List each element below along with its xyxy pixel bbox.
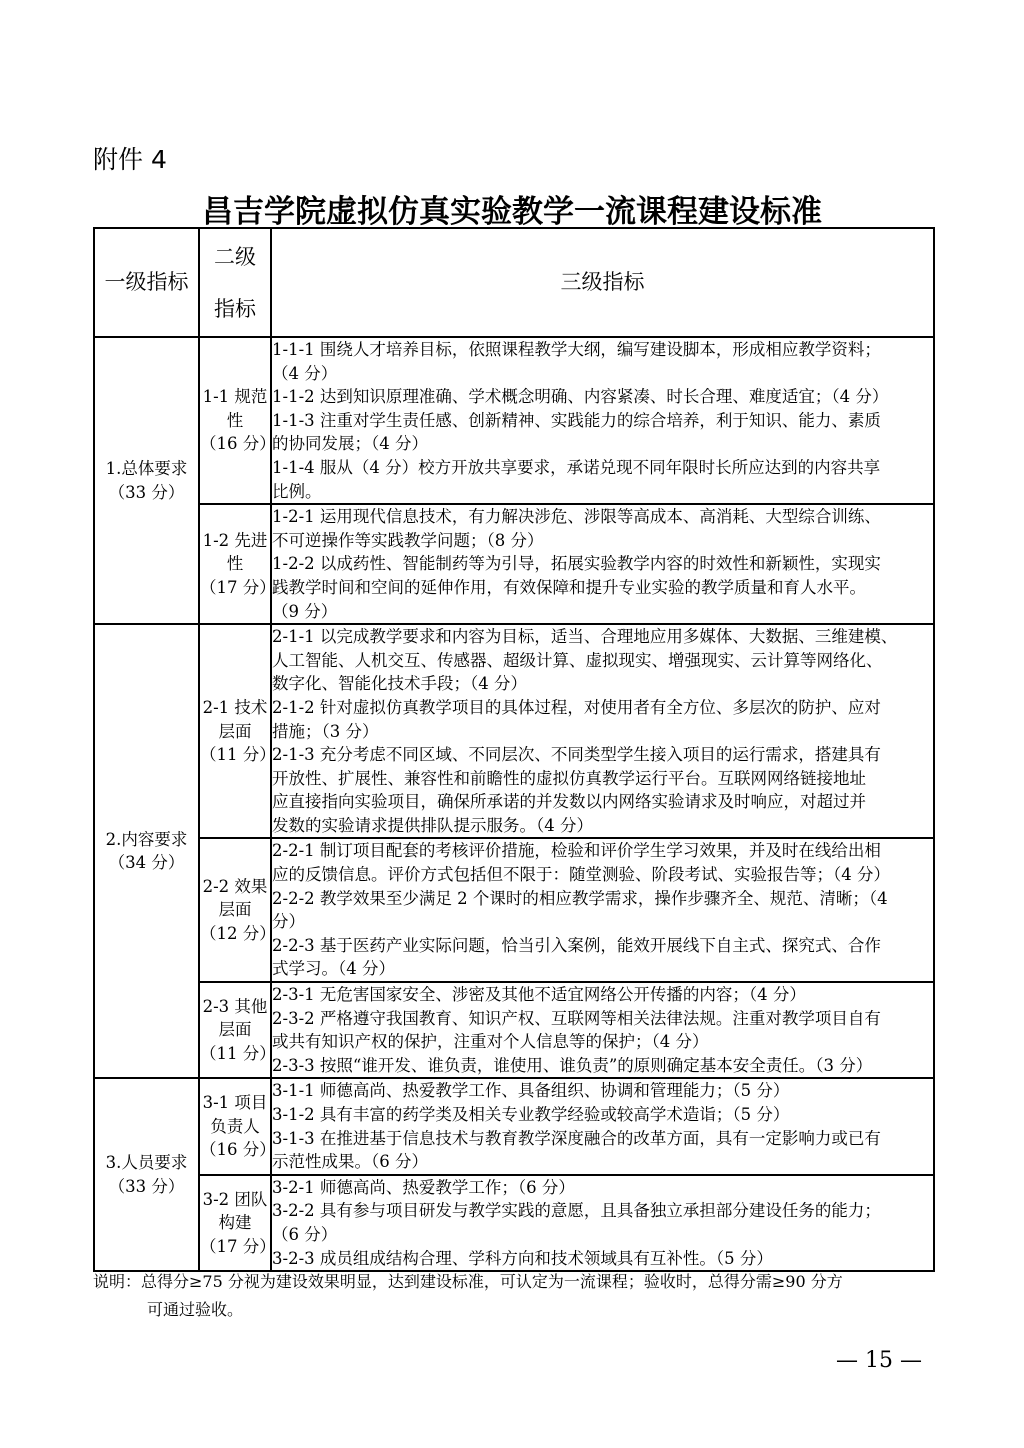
level3-line: 应的反馈信息。评价方式包括但不限于：随堂测验、阶段考试、实验报告等；（4 分） bbox=[272, 865, 890, 885]
level2-score: （11 分） bbox=[200, 745, 276, 765]
level2-name-line1: 3-2 团队 bbox=[202, 1189, 268, 1209]
level1-score: （33 分） bbox=[108, 1176, 185, 1196]
level3-line: 措施；（3 分） bbox=[272, 721, 379, 741]
level3-line: 2-3-1 无危害国家安全、涉密及其他不适宜网络公开传播的内容；（4 分） bbox=[272, 985, 806, 1005]
header-level2-line2: 指标 bbox=[214, 296, 256, 321]
level2-cell bbox=[199, 1175, 276, 1271]
level3-line: 2-2-3 基于医药产业实际问题，恰当引入案例，能效开展线下自主式、探究式、合作 bbox=[272, 935, 881, 955]
level1-name: 2.内容要求 bbox=[105, 829, 188, 849]
level3-line: 应直接指向实验项目，确保所承诺的并发数以内网络实验请求及时响应，对超过并 bbox=[272, 792, 866, 812]
level1-score: （33 分） bbox=[108, 482, 185, 502]
table-header-row bbox=[94, 228, 934, 337]
level3-line: 开放性、扩展性、兼容性和前瞻性的虚拟仿真教学运行平台。互联网网络链接地址 bbox=[272, 768, 866, 788]
table-row bbox=[94, 624, 934, 838]
header-level2 bbox=[199, 228, 271, 337]
level2-name-line2: 性 bbox=[226, 554, 244, 574]
level3-line: 或共有知识产权的保护，注重对个人信息等的保护；（4 分） bbox=[272, 1032, 709, 1052]
level2-score: （11 分） bbox=[200, 1044, 276, 1064]
level3-line: 的协同发展；（4 分） bbox=[272, 434, 428, 454]
level2-cell bbox=[199, 982, 276, 1078]
level3-line: 3-1-1 师德高尚、热爱教学工作、具备组织、协调和管理能力；（5 分） bbox=[272, 1081, 790, 1101]
level3-line: 发数的实验请求提供排队提示服务。（4 分） bbox=[272, 815, 593, 835]
level1-cell bbox=[94, 1078, 199, 1271]
level3-line: 人工智能、人机交互、传感器、超级计算、虚拟现实、增强现实、云计算等网络化、 bbox=[272, 650, 883, 670]
level3-line: 1-1-3 注重对学生责任感、创新精神、实践能力的综合培养，利于知识、能力、素质 bbox=[272, 410, 881, 430]
level2-score: （16 分） bbox=[200, 434, 276, 454]
table-row bbox=[94, 1078, 934, 1174]
level2-name-line1: 1-2 先进 bbox=[202, 530, 268, 550]
level3-cell bbox=[271, 838, 934, 982]
header-level3: 三级指标 bbox=[271, 228, 934, 337]
level2-name-line2: 性 bbox=[226, 410, 244, 430]
footnote-line1: 说明：总得分≥75 分视为建设效果明显，达到建设标准，可认定为一流课程；验收时，总得分需≥90 分方 bbox=[93, 1272, 843, 1291]
footnote-line2: 可通过验收。 bbox=[147, 1300, 244, 1319]
level2-score: （17 分） bbox=[200, 577, 276, 597]
level3-line: 分） bbox=[272, 912, 305, 932]
level3-line: 1-1-1 围绕人才培养目标，依照课程教学大纲，编写建设脚本，形成相应教学资料； bbox=[272, 340, 881, 359]
level3-line: 示范性成果。（6 分） bbox=[272, 1152, 428, 1172]
level2-name-line2: 层面 bbox=[218, 1020, 252, 1040]
level3-line: 2-1-3 充分考虑不同区域、不同层次、不同类型学生接入项目的运行需求，搭建具有 bbox=[272, 745, 881, 765]
level3-line: （4 分） bbox=[272, 363, 338, 383]
footnote bbox=[93, 1268, 938, 1324]
level1-cell bbox=[94, 624, 199, 1078]
level3-line: 2-1-2 针对虚拟仿真教学项目的具体过程，对使用者有全方位、多层次的防护、应对 bbox=[272, 697, 881, 717]
level2-cell bbox=[199, 1078, 276, 1174]
header-level2-line1: 二级 bbox=[214, 244, 256, 269]
level3-line: 不可逆操作等实践教学问题；（8 分） bbox=[272, 530, 544, 550]
level3-line: 1-2-1 运用现代信息技术，有力解决涉危、涉限等高成本、高消耗、大型综合训练、 bbox=[272, 507, 881, 527]
level3-line: 3-2-2 具有参与项目研发与教学实践的意愿，且具备独立承担部分建设任务的能力； bbox=[272, 1201, 881, 1221]
level3-cell bbox=[271, 624, 934, 838]
level3-line: 2-3-2 严格遵守我国教育、知识产权、互联网等相关法律法规。注重对教学项目自有 bbox=[272, 1008, 881, 1028]
level3-cell bbox=[271, 504, 934, 624]
level2-name-line2: 构建 bbox=[218, 1213, 252, 1233]
level2-cell bbox=[199, 838, 276, 982]
table-row bbox=[94, 1175, 934, 1271]
header-level1: 一级指标 bbox=[94, 228, 199, 337]
level3-line: 3-1-3 在推进基于信息技术与教育教学深度融合的改革方面，具有一定影响力或已有 bbox=[272, 1128, 881, 1148]
table-row bbox=[94, 504, 934, 624]
level3-line: 2-2-2 教学效果至少满足 2 个课时的相应教学需求，操作步骤齐全、规范、清晰；（4 bbox=[272, 888, 888, 908]
level3-cell bbox=[271, 1078, 934, 1174]
level3-line: 1-1-4 服从（4 分）校方开放共享要求，承诺兑现不同年限时长所应达到的内容共享 bbox=[272, 457, 881, 477]
level2-score: （16 分） bbox=[200, 1140, 276, 1160]
level3-line: 1-2-2 以成药性、智能制药等为引导，拓展实验教学内容的时效性和新颖性，实现实 bbox=[272, 554, 881, 574]
table-row bbox=[94, 337, 934, 504]
level3-cell bbox=[271, 982, 934, 1078]
level3-line: 1-1-2 达到知识原理准确、学术概念明确、内容紧凑、时长合理、难度适宜；（4 分） bbox=[272, 387, 889, 407]
level1-name: 1.总体要求 bbox=[105, 458, 188, 478]
level2-name-line1: 2-1 技术 bbox=[202, 697, 268, 717]
level2-name-line2: 层面 bbox=[218, 721, 252, 741]
level3-line: 3-1-2 具有丰富的药学类及相关专业教学经验或较高学术造诣；（5 分） bbox=[272, 1105, 790, 1124]
level3-line: 2-1-1 以完成教学要求和内容为目标，适当、合理地应用多媒体、大数据、三维建模、 bbox=[272, 627, 898, 647]
standards-table bbox=[93, 227, 935, 1272]
level3-line: 3-2-3 成员组成结构合理、学科方向和技术领域具有互补性。（5 分） bbox=[272, 1248, 773, 1268]
level2-name-line1: 3-1 项目 bbox=[202, 1093, 268, 1113]
level3-line: （6 分） bbox=[272, 1224, 338, 1244]
level1-name: 3.人员要求 bbox=[105, 1153, 188, 1173]
level2-cell bbox=[199, 337, 276, 504]
level2-score: （17 分） bbox=[200, 1236, 276, 1256]
level1-cell bbox=[94, 337, 199, 624]
level3-line: （9 分） bbox=[272, 601, 338, 621]
level1-score: （34 分） bbox=[108, 853, 185, 873]
level2-name-line1: 1-1 规范 bbox=[202, 387, 268, 407]
level2-name-line1: 2-2 效果 bbox=[202, 876, 268, 896]
level3-cell bbox=[271, 1175, 934, 1271]
document-title: 昌吉学院虚拟仿真实验教学一流课程建设标准 bbox=[202, 194, 822, 230]
level2-score: （12 分） bbox=[200, 924, 276, 944]
level2-cell bbox=[199, 624, 276, 838]
level2-name-line1: 2-3 其他 bbox=[202, 996, 268, 1016]
level3-line: 比例。 bbox=[272, 481, 322, 501]
level3-line: 践教学时间和空间的延伸作用，有效保障和提升专业实验的教学质量和育人水平。 bbox=[272, 577, 866, 597]
level3-cell bbox=[271, 337, 934, 504]
table-row bbox=[94, 838, 934, 982]
level2-cell bbox=[199, 504, 276, 624]
level3-line: 2-2-1 制订项目配套的考核评价措施，检验和评价学生学习效果，并及时在线给出相 bbox=[272, 841, 881, 861]
level2-name-line2: 层面 bbox=[218, 900, 252, 920]
level2-name-line2: 负责人 bbox=[210, 1116, 260, 1136]
page-number: — 15 — bbox=[836, 1348, 922, 1373]
attachment-label: 附件 4 bbox=[93, 145, 167, 174]
level3-line: 2-3-3 按照“谁开发、谁负责，谁使用、谁负责”的原则确定基本安全责任。（3 分） bbox=[272, 1055, 873, 1075]
table-row bbox=[94, 982, 934, 1078]
level3-line: 3-2-1 师德高尚、热爱教学工作；（6 分） bbox=[272, 1177, 575, 1197]
level3-line: 数字化、智能化技术手段；（4 分） bbox=[272, 674, 527, 694]
level3-line: 式学习。（4 分） bbox=[272, 959, 395, 979]
